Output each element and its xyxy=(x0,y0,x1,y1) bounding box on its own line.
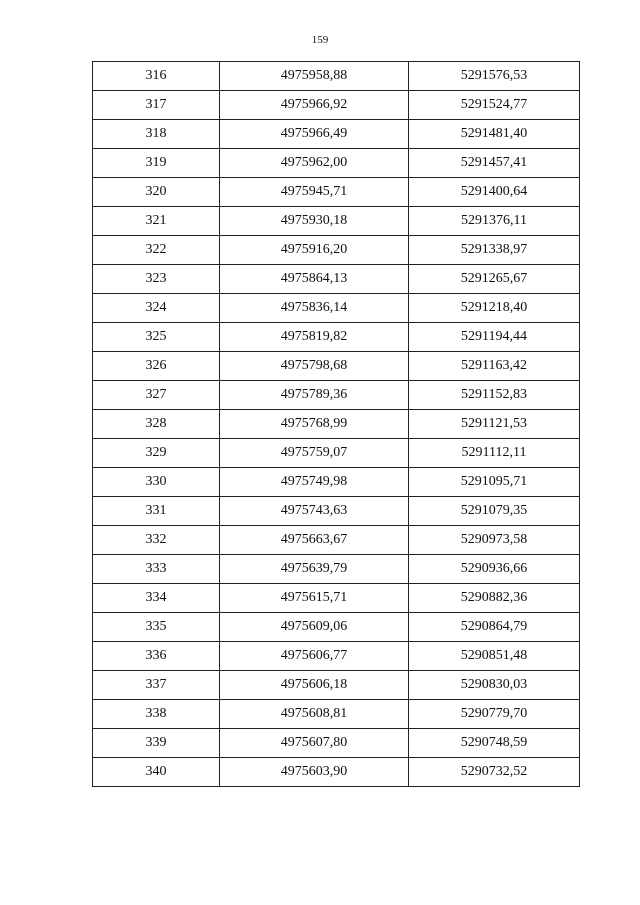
table-row xyxy=(93,265,580,294)
point-number-cell: 335 xyxy=(93,613,220,642)
point-number-cell: 323 xyxy=(93,265,220,294)
table-row xyxy=(93,178,580,207)
x-coordinate-cell: 4975945,71 xyxy=(220,178,409,207)
table-row xyxy=(93,149,580,178)
point-number-cell: 322 xyxy=(93,236,220,265)
point-number-cell: 328 xyxy=(93,410,220,439)
table-row xyxy=(93,497,580,526)
table-row xyxy=(93,120,580,149)
table-row xyxy=(93,526,580,555)
table-row xyxy=(93,758,580,787)
point-number-cell: 339 xyxy=(93,729,220,758)
x-coordinate-cell: 4975603,90 xyxy=(220,758,409,787)
x-coordinate-cell: 4975615,71 xyxy=(220,584,409,613)
y-coordinate-cell: 5291152,83 xyxy=(409,381,580,410)
table-row xyxy=(93,236,580,265)
table-row xyxy=(93,439,580,468)
x-coordinate-cell: 4975663,67 xyxy=(220,526,409,555)
y-coordinate-cell: 5291112,11 xyxy=(409,439,580,468)
y-coordinate-cell: 5291095,71 xyxy=(409,468,580,497)
y-coordinate-cell: 5290779,70 xyxy=(409,700,580,729)
y-coordinate-cell: 5291376,11 xyxy=(409,207,580,236)
point-number-cell: 325 xyxy=(93,323,220,352)
point-number-cell: 334 xyxy=(93,584,220,613)
point-number-cell: 336 xyxy=(93,642,220,671)
y-coordinate-cell: 5291576,53 xyxy=(409,62,580,91)
point-number-cell: 319 xyxy=(93,149,220,178)
table-row xyxy=(93,729,580,758)
point-number-cell: 326 xyxy=(93,352,220,381)
x-coordinate-cell: 4975836,14 xyxy=(220,294,409,323)
table-row xyxy=(93,700,580,729)
y-coordinate-cell: 5291163,42 xyxy=(409,352,580,381)
y-coordinate-cell: 5290748,59 xyxy=(409,729,580,758)
y-coordinate-cell: 5290732,52 xyxy=(409,758,580,787)
table-row xyxy=(93,468,580,497)
table-row xyxy=(93,207,580,236)
y-coordinate-cell: 5291457,41 xyxy=(409,149,580,178)
page-number: 159 xyxy=(311,34,329,46)
table-row xyxy=(93,294,580,323)
y-coordinate-cell: 5291524,77 xyxy=(409,91,580,120)
y-coordinate-cell: 5290936,66 xyxy=(409,555,580,584)
x-coordinate-cell: 4975966,49 xyxy=(220,120,409,149)
point-number-cell: 331 xyxy=(93,497,220,526)
x-coordinate-cell: 4975749,98 xyxy=(220,468,409,497)
y-coordinate-cell: 5290830,03 xyxy=(409,671,580,700)
y-coordinate-cell: 5291481,40 xyxy=(409,120,580,149)
y-coordinate-cell: 5291218,40 xyxy=(409,294,580,323)
point-number-cell: 332 xyxy=(93,526,220,555)
x-coordinate-cell: 4975608,81 xyxy=(220,700,409,729)
y-coordinate-cell: 5290973,58 xyxy=(409,526,580,555)
x-coordinate-cell: 4975743,63 xyxy=(220,497,409,526)
point-number-cell: 321 xyxy=(93,207,220,236)
x-coordinate-cell: 4975966,92 xyxy=(220,91,409,120)
x-coordinate-cell: 4975962,00 xyxy=(220,149,409,178)
y-coordinate-cell: 5291079,35 xyxy=(409,497,580,526)
y-coordinate-cell: 5291121,53 xyxy=(409,410,580,439)
point-number-cell: 317 xyxy=(93,91,220,120)
y-coordinate-cell: 5290851,48 xyxy=(409,642,580,671)
x-coordinate-cell: 4975930,18 xyxy=(220,207,409,236)
x-coordinate-cell: 4975607,80 xyxy=(220,729,409,758)
coordinates-table-body xyxy=(93,62,580,787)
table-row xyxy=(93,91,580,120)
table-row xyxy=(93,62,580,91)
x-coordinate-cell: 4975609,06 xyxy=(220,613,409,642)
y-coordinate-cell: 5291265,67 xyxy=(409,265,580,294)
table-row xyxy=(93,381,580,410)
table-row xyxy=(93,613,580,642)
y-coordinate-cell: 5291338,97 xyxy=(409,236,580,265)
point-number-cell: 320 xyxy=(93,178,220,207)
y-coordinate-cell: 5291400,64 xyxy=(409,178,580,207)
x-coordinate-cell: 4975789,36 xyxy=(220,381,409,410)
coordinates-table xyxy=(92,61,580,787)
table-row xyxy=(93,555,580,584)
point-number-cell: 329 xyxy=(93,439,220,468)
x-coordinate-cell: 4975958,88 xyxy=(220,62,409,91)
point-number-cell: 330 xyxy=(93,468,220,497)
x-coordinate-cell: 4975606,77 xyxy=(220,642,409,671)
table-row xyxy=(93,352,580,381)
table-row xyxy=(93,323,580,352)
point-number-cell: 340 xyxy=(93,758,220,787)
point-number-cell: 318 xyxy=(93,120,220,149)
point-number-cell: 316 xyxy=(93,62,220,91)
x-coordinate-cell: 4975768,99 xyxy=(220,410,409,439)
x-coordinate-cell: 4975759,07 xyxy=(220,439,409,468)
x-coordinate-cell: 4975916,20 xyxy=(220,236,409,265)
point-number-cell: 337 xyxy=(93,671,220,700)
x-coordinate-cell: 4975639,79 xyxy=(220,555,409,584)
y-coordinate-cell: 5290864,79 xyxy=(409,613,580,642)
table-row xyxy=(93,642,580,671)
x-coordinate-cell: 4975798,68 xyxy=(220,352,409,381)
table-row xyxy=(93,410,580,439)
point-number-cell: 324 xyxy=(93,294,220,323)
table-row xyxy=(93,671,580,700)
y-coordinate-cell: 5290882,36 xyxy=(409,584,580,613)
x-coordinate-cell: 4975606,18 xyxy=(220,671,409,700)
point-number-cell: 333 xyxy=(93,555,220,584)
table-row xyxy=(93,584,580,613)
point-number-cell: 327 xyxy=(93,381,220,410)
x-coordinate-cell: 4975864,13 xyxy=(220,265,409,294)
x-coordinate-cell: 4975819,82 xyxy=(220,323,409,352)
point-number-cell: 338 xyxy=(93,700,220,729)
y-coordinate-cell: 5291194,44 xyxy=(409,323,580,352)
